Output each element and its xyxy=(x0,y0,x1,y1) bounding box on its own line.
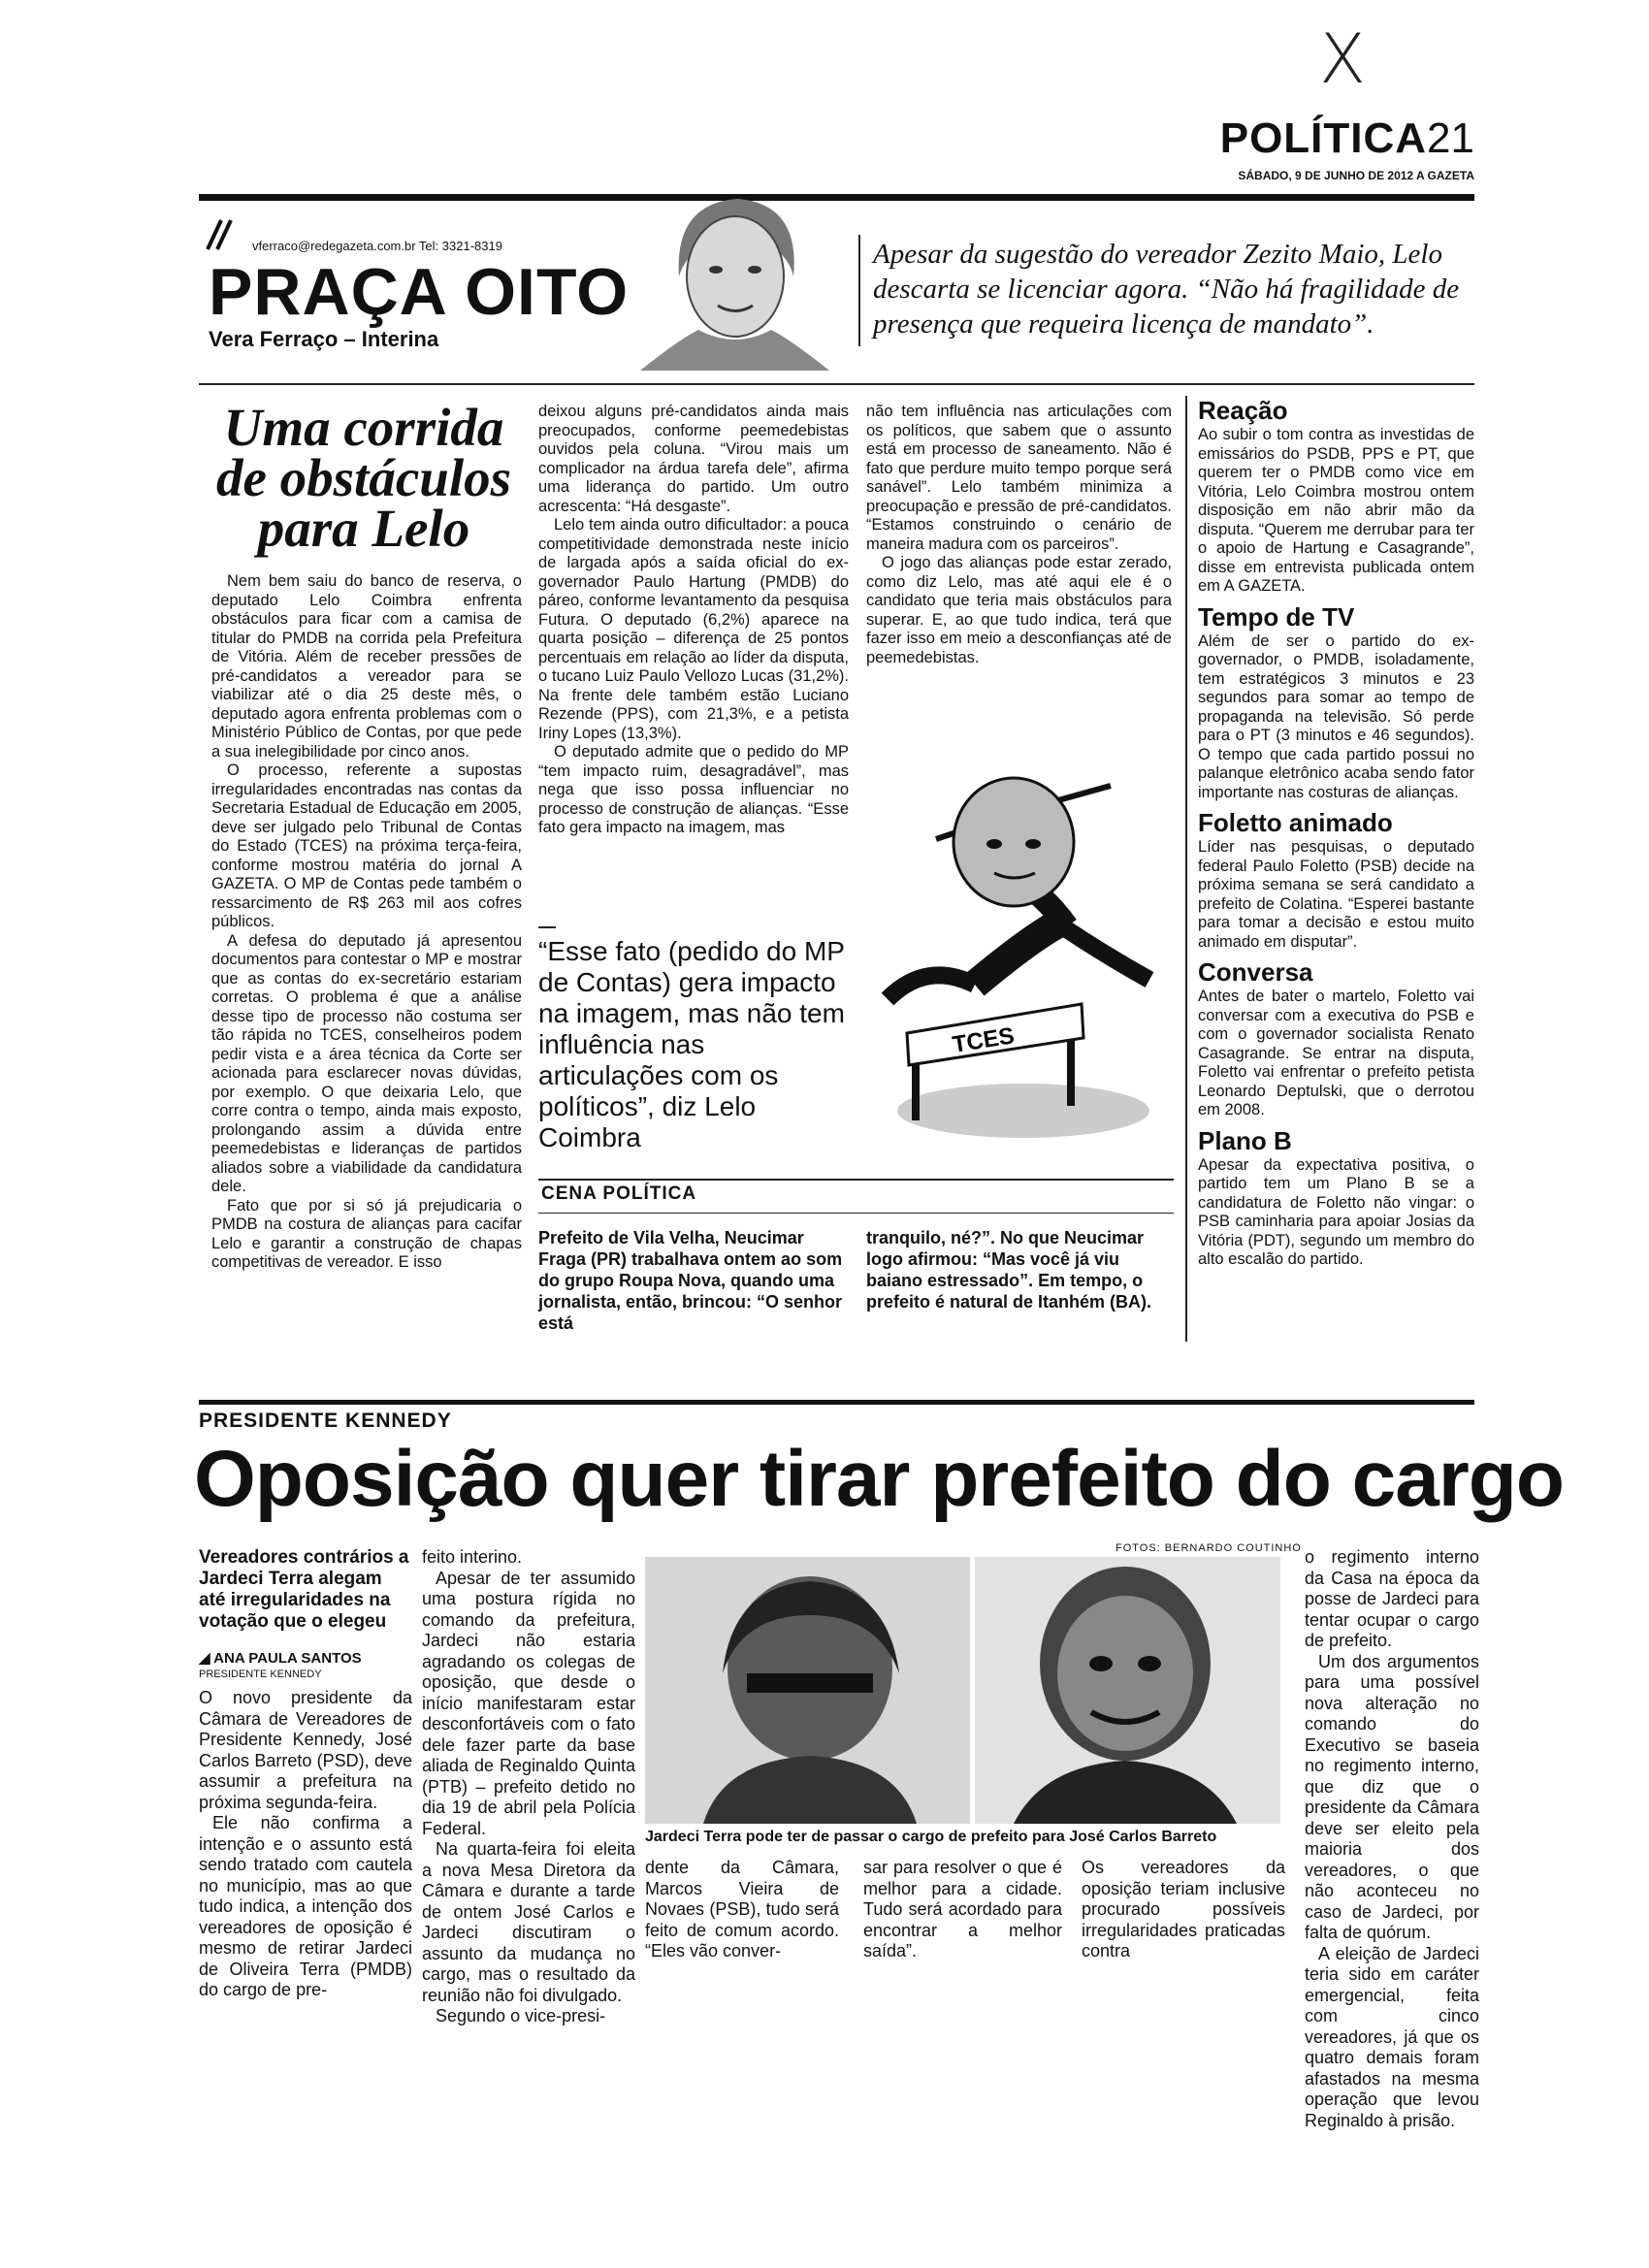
header-rule xyxy=(199,383,1474,385)
kennedy-headline: Oposição quer tirar prefeito do cargo xyxy=(194,1435,1564,1523)
lead-col1-p2: O processo, referente a supostas irregularidades encontradas nas contas da Secretaria Estadual de Educação em 2005, deve ser julgado pelo Tribunal de Contas do Estado (TCES) na próxima terça-feira, conforme mostrou matéria do jornal A GAZETA. O MP de Contas pede também o ressarcimento de R$ 263 mil aos cofres públicos. xyxy=(211,761,522,930)
cena-col1: Prefeito de Vila Velha, Neucimar Fraga (PR) trabalhava ontem ao som do grupo Roupa Nova, quando uma jornalista, então, brincou: “O senhor está xyxy=(538,1228,843,1333)
photo-caption: Jardeci Terra pode ter de passar o cargo de prefeito para José Carlos Barreto xyxy=(645,1829,1217,1845)
kennedy-col6-p1: o regimento interno da Casa na época da posse de Jardeci para tentar ocupar o cargo de prefeito. xyxy=(1305,1547,1479,1650)
cena-top-rule xyxy=(538,1179,1174,1181)
section-name: POLÍTICA xyxy=(1219,114,1428,162)
sidebar-title-tempo-de-tv: Tempo de TV xyxy=(1198,601,1355,632)
sidebar-title-foletto-animado: Foletto animado xyxy=(1198,808,1393,837)
kennedy-byline-location: PRESIDENTE KENNEDY xyxy=(199,1669,322,1680)
kennedy-col4: sar para resolver o que é melhor para a cidade. Tudo será acordado para encontrar a melhor saída”. xyxy=(863,1858,1062,1960)
cartoon-illustration xyxy=(868,757,1174,1145)
lead-headline: Uma corrida de obstáculos para Lelo xyxy=(215,398,512,558)
teaser-divider xyxy=(858,235,860,346)
dateline xyxy=(1238,169,1474,182)
sidebar-title-reacao: Reação xyxy=(1198,396,1288,425)
lead-col3-p2: O jogo das alianças pode estar zerado, como diz Lelo, mas até aqui ele é o candidato que teria mais obstáculos para superar. E, ao que tudo indica, terá que fazer isso em meio a desconfianças até de peemedebistas. xyxy=(866,554,1172,666)
kennedy-byline-name: ANA PAULA SANTOS xyxy=(213,1650,362,1667)
lead-col2-p1: deixou alguns pré-candidatos ainda mais preocupados, conforme peemedebistas ouvidos pela coluna. “Virou mais um complicador na árdua tarefa dele”, afirma uma liderança do partido. Um outro acrescenta: “Há desgaste”. xyxy=(538,403,849,515)
photo-credit: FOTOS: BERNARDO COUTINHO xyxy=(1116,1542,1302,1554)
dateline-date: SÁBADO, 9 DE JUNHO DE 2012 xyxy=(1238,169,1414,182)
section-header xyxy=(1220,114,1474,163)
kennedy-top-rule xyxy=(199,1400,1474,1405)
lead-col1-p1: Nem bem saiu do banco de reserva, o deputado Lelo Coimbra enfrenta obstáculos para ficar com a camisa de titular do PMDB na corrida pela Prefeitura de Vitória. Além de receber pressões de pré-candidatos a vereador para se viabilizar até o dia 25 deste mês, o deputado agora enfrenta problemas com o Ministério Público de Contas, por que pede a sua inelegibilidade por cinco anos. xyxy=(211,572,522,761)
sidebar-text-foletto-animado: Líder nas pesquisas, o deputado federal Paulo Foletto (PSB) decide na próxima semana se será candidato a prefeito de Colatina. “Esperei bastante para tomar a decisão e estou muito animado em disputar”. xyxy=(1198,838,1474,951)
dateline-paper: A GAZETA xyxy=(1416,169,1474,182)
page-number: 21 xyxy=(1427,114,1474,162)
column-teaser: Apesar da sugestão do vereador Zezito Maio, Lelo descarta se licenciar agora. “Não há fragilidade de presença que requeira licença de mandato”. xyxy=(873,239,1460,340)
photo-jose-carlos-barreto xyxy=(975,1557,1280,1824)
lead-col3 xyxy=(866,403,1172,667)
sidebar-title-conversa: Conversa xyxy=(1198,957,1313,987)
cena-label: CENA POLÍTICA xyxy=(541,1183,697,1204)
column-title: PRAÇA OITO xyxy=(209,255,630,329)
kennedy-col6-p2: Um dos argumentos para uma possível nova alteração no comando do Executivo se baseia no regimento interno, que diz que o presidente da Câmara deve ser eleito pela maioria dos vereadores, o que não aconteceu no caso de Jardeci, por falta de quórum. xyxy=(1305,1651,1479,1942)
lead-col2-p3: O deputado admite que o pedido do MP “tem impacto ruim, desagradável”, mas nega que isso possa influenciar no processo de construção de alianças. “Esse fato gera impacto na imagem, mas xyxy=(538,743,849,836)
sidebar-title-plano-b: Plano B xyxy=(1198,1125,1292,1155)
lead-col1-p3: A defesa do deputado já apresentou documentos para contestar o MP e mostrar que as contas do ex-secretário estariam corretas. O problema é que a análise desse tipo de processo não costuma ser tão rápida no TCES, conselheiros podem pedir vista e a área técnica da Corte ser acionada para esclarecer novas dúvidas, por exemplo. O que deixaria Lelo, que corre contra o tempo, ainda mais exposto, prolongando assim a dúvida entre peemedebistas e lideranças de partidos aliados sobre a viabilidade da candidatura dele. xyxy=(211,931,522,1195)
cartoon-sign-text: TCES xyxy=(951,1022,1017,1058)
kennedy-byline xyxy=(199,1649,362,1667)
photo-jardeci-terra xyxy=(645,1557,970,1824)
pull-quote: “Esse fato (pedido do MP de Contas) gera impacto na imagem, mas não tem influência nas articulações com os políticos”, diz Lelo Coimbra xyxy=(538,936,845,1152)
kennedy-col2-p2: Apesar de ter assumido uma postura rígida no comando da prefeitura, Jardeci não estaria agradando os colegas de oposição, que desde o início manifestaram estar desconfortáveis com o fato dele fazer parte da base aliada de Reginaldo Quinta (PTB) – prefeito detido no dia 19 de abril pela Polícia Federal. xyxy=(422,1568,635,1838)
kennedy-col6 xyxy=(1305,1547,1479,2131)
kennedy-col2-p4: Segundo o vice-presi- xyxy=(436,2006,606,2025)
sidebar-text-reacao: Ao subir o tom contra as investidas de emissários do PSDB, PPS e PT, que querem ter o PMDB como vice em Vitória, Lelo Coimbra mostrou ontem disposição em não abrir mão da disputa. “Querem me derrubar para ter o apoio de Hartung e Casagrande”, disse em entrevista publicada ontem em A GAZETA. xyxy=(1198,426,1474,595)
kennedy-col2-p1: feito interino. xyxy=(422,1547,523,1567)
sidebar-text-conversa: Antes de bater o martelo, Foletto vai conversar com a executiva do PSB e com o governador socialista Renato Casagrande. Se entrar na disputa, Foletto vai enfrentar o prefeito petista Leonardo Deptulski, que o derrotou em 2008. xyxy=(1198,988,1474,1118)
kennedy-col2-p3: Na quarta-feira foi eleita a nova Mesa Diretora da Câmara e durante a tarde de ontem José Carlos e Jardeci discutiram o assunto da mudança no cargo, mas o resultado da reunião não foi divulgado. xyxy=(422,1839,635,2005)
lead-col2-p2: Lelo tem ainda outro dificultador: a pouca competitividade demonstrada neste início de largada após a saída oficial do ex-governador Paulo Hartung (PMDB) do páreo, conforme levantamento da pesquisa Futura. O deputado (6,2%) aparece na quarta posição – diferença de 25 pontos percentuais em relação ao líder da disputa, o tucano Luiz Paulo Vellozo Lucas (31,2%). Na frente dele também estão Luciano Rezende (PPS), com 21,3%, e a petista Iriny Lopes (13,3%). xyxy=(538,516,849,742)
lead-col1-p4: Fato que por si só já prejudicaria o PMDB na costura de alianças para cacifar Lelo e garantir a construção de chapas competitivas de vereador. E isso xyxy=(211,1196,522,1271)
byline-mark-icon: ◢ xyxy=(199,1650,214,1667)
handwritten-x-mark: X xyxy=(1319,19,1366,99)
kennedy-subhead: Vereadores contrários a Jardeci Terra alegam até irregularidades na votação que o elegeu xyxy=(199,1547,409,1632)
cena-col2: tranquilo, né?”. No que Neucimar logo afirmou: “Mas você já viu baiano estressado”. Em tempo, o prefeito é natural de Itanhém (BA). xyxy=(866,1228,1152,1312)
sidebar-divider xyxy=(1185,396,1187,1342)
sidebar xyxy=(1198,396,1474,1270)
sidebar-text-tempo-de-tv: Além de ser o partido do ex-governador, o PMDB, isoladamente, tem estratégicos 3 minutos e 23 segundos para somar ao tempo de propaganda na televisão. Só perde para o PT (3 minutos e 46 segundos). O tempo que cada partido possui no palanque eletrônico acaba sendo fator importante nas costuras de alianças. xyxy=(1198,632,1474,801)
column-author: Vera Ferraço – Interina xyxy=(209,327,439,351)
kennedy-kicker: PRESIDENTE KENNEDY xyxy=(199,1409,452,1432)
kennedy-col6-p3: A eleição de Jardeci teria sido em caráter emergencial, feita com cinco vereadores, já que os quatro demais foram afastados na mesma operação que levou Reginaldo à prisão. xyxy=(1305,1943,1479,2130)
kennedy-col3: dente da Câmara, Marcos Vieira de Novaes (PSB), tudo será feito de comum acordo. “Eles vão conver- xyxy=(645,1858,839,1960)
kennedy-col1-p2: Ele não confirma a intenção e o assunto está sendo tratado com cautela no município, mas ao que tudo indica, a intenção dos vereadores de oposição é mesmo de retirar Jardeci de Oliveira Terra (PMDB) do cargo de pre- xyxy=(199,1813,412,1999)
lead-col1 xyxy=(211,572,522,1273)
kennedy-col2 xyxy=(422,1547,635,2027)
slash-logo-icon xyxy=(204,216,235,251)
lead-col3-p1: não tem influência nas articulações com os políticos, que sabem que o assunto está em processo de saneamento. Não é fato que perdure muito tempo porque será sanável”. Lelo também minimiza a preocupação e pressão de pré-candidatos. “Estamos construindo o cenário de maneira madura com os parceiros”. xyxy=(866,403,1172,553)
pull-quote-dash xyxy=(538,926,556,928)
sidebar-text-plano-b: Apesar da expectativa positiva, o partido tem um Plano B se a candidatura de Foletto não vingar: o PSB caminharia para apoiar Josias da Vitória (PDT), segundo um membro do alto escalão do partido. xyxy=(1198,1155,1474,1268)
lead-col2 xyxy=(538,403,849,838)
column-contact: vferraco@redegazeta.com.br Tel: 3321-8319 xyxy=(252,239,502,253)
kennedy-col5: Os vereadores da oposição teriam inclusive procurado possíveis irregularidades praticadas contra xyxy=(1082,1858,1285,1960)
columnist-portrait xyxy=(621,184,849,371)
cena-mid-rule xyxy=(538,1213,1174,1214)
kennedy-col1-p1: O novo presidente da Câmara de Vereadores de Presidente Kennedy, José Carlos Barreto (PSD), deve assumir a prefeitura na próxima segunda-feira. xyxy=(199,1688,412,1812)
kennedy-col1 xyxy=(199,1688,412,2001)
